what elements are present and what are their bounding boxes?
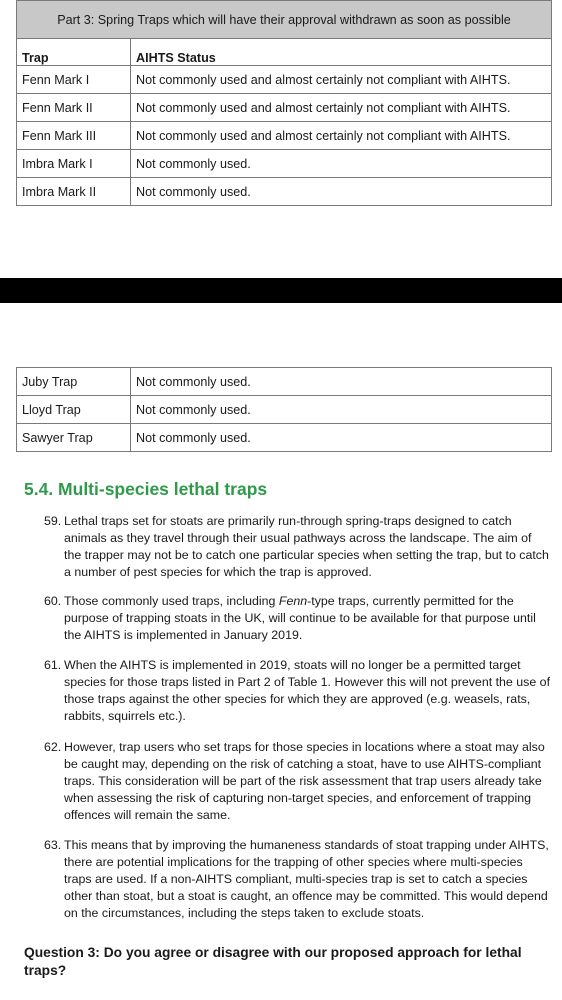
paragraph-number: 59.	[44, 514, 62, 528]
paragraph-number: 60.	[44, 594, 62, 608]
paragraph-text-emphasis: Fenn	[278, 594, 308, 608]
table-part3-continued	[16, 367, 552, 452]
paragraph-text: When the AIHTS is implemented in 2019, stoats will no longer be a permitted target species for those traps listed in Part 2 of Table 1. However this will not prevent the use of those traps against the other species for which they are approved (e.g. weasels, rats, rabbits, squirrels etc.).	[64, 658, 551, 723]
column-header-trap: Trap	[17, 39, 131, 66]
status-cell: Not commonly used and almost certainly not compliant with AIHTS.	[131, 66, 552, 94]
cut-off-text-line	[24, 993, 524, 1000]
table-part3	[16, 0, 552, 206]
paragraph-text-pre: Those commonly used traps, including	[64, 594, 279, 608]
paragraph-number: 62.	[44, 740, 62, 754]
paragraph-text: Lethal traps set for stoats are primarily run-through spring-traps designed to catch animals as they travel through their usual pathways across the landscape. The aim of the trapper may not be to catch one particular species when setting the trap, but to catch a number of pest species for which the trap is approved.	[64, 514, 549, 579]
status-cell: Not commonly used.	[131, 368, 552, 396]
table-title-row	[17, 1, 552, 39]
paragraph-text: However, trap users who set traps for those species in locations where a stoat may also be caught may, depending on the risk of catching a stoat, have to use AIHTS-compliant traps. This consideration will be part of the risk assessment that trap users already take when assessing the risk of capturing non-target species, and enforcement of trapping offences will remain the same.	[64, 740, 545, 822]
paragraph-63	[44, 837, 552, 922]
trap-cell: Juby Trap	[17, 368, 131, 396]
page-break-bar	[0, 278, 562, 303]
table-header-row	[17, 39, 552, 66]
column-header-aihts-status: AIHTS Status	[131, 39, 552, 66]
status-cell: Not commonly used.	[131, 396, 552, 424]
table-row	[17, 396, 552, 424]
paragraph-61	[44, 657, 552, 725]
table-row	[17, 94, 552, 122]
trap-cell: Fenn Mark III	[17, 122, 131, 150]
section-heading: 5.4. Multi-species lethal traps	[24, 479, 268, 499]
paragraph-60	[44, 593, 552, 644]
trap-cell: Imbra Mark I	[17, 150, 131, 178]
paragraph-59	[44, 513, 552, 581]
table-row	[17, 66, 552, 94]
trap-cell: Fenn Mark I	[17, 66, 131, 94]
status-cell: Not commonly used and almost certainly not compliant with AIHTS.	[131, 122, 552, 150]
table-row	[17, 368, 552, 396]
paragraph-text	[64, 593, 552, 644]
status-cell: Not commonly used.	[131, 424, 552, 452]
trap-cell: Lloyd Trap	[17, 396, 131, 424]
status-cell: Not commonly used and almost certainly not compliant with AIHTS.	[131, 94, 552, 122]
status-cell: Not commonly used.	[131, 178, 552, 206]
paragraph-number: 63.	[44, 838, 62, 852]
table-row	[17, 150, 552, 178]
table-row	[17, 122, 552, 150]
status-cell: Not commonly used.	[131, 150, 552, 178]
table-row	[17, 178, 552, 206]
trap-cell: Imbra Mark II	[17, 178, 131, 206]
paragraph-text-post: -type traps, currently permitted for the purpose of trapping stoats in the UK, will continue to be available for that purpose until the AIHTS is implemented in January 2019.	[64, 594, 536, 642]
consultation-question: Question 3: Do you agree or disagree with our proposed approach for lethal traps?	[24, 945, 522, 978]
paragraph-number: 61.	[44, 658, 62, 672]
table-title: Part 3: Spring Traps which will have their approval withdrawn as soon as possible	[17, 1, 552, 39]
trap-cell: Sawyer Trap	[17, 424, 131, 452]
paragraph-text: This means that by improving the humaneness standards of stoat trapping under AIHTS, there are potential implications for the trapping of other species where multi-species traps are used. If a non-AIHTS compliant, multi-species trap is set to catch a species other than stoat, but a stoat is caught, an offence may be committed. This would depend on the circumstances, including the steps taken to exclude stoats.	[64, 838, 549, 920]
trap-cell: Fenn Mark II	[17, 94, 131, 122]
paragraph-62	[44, 739, 552, 824]
table-row	[17, 424, 552, 452]
